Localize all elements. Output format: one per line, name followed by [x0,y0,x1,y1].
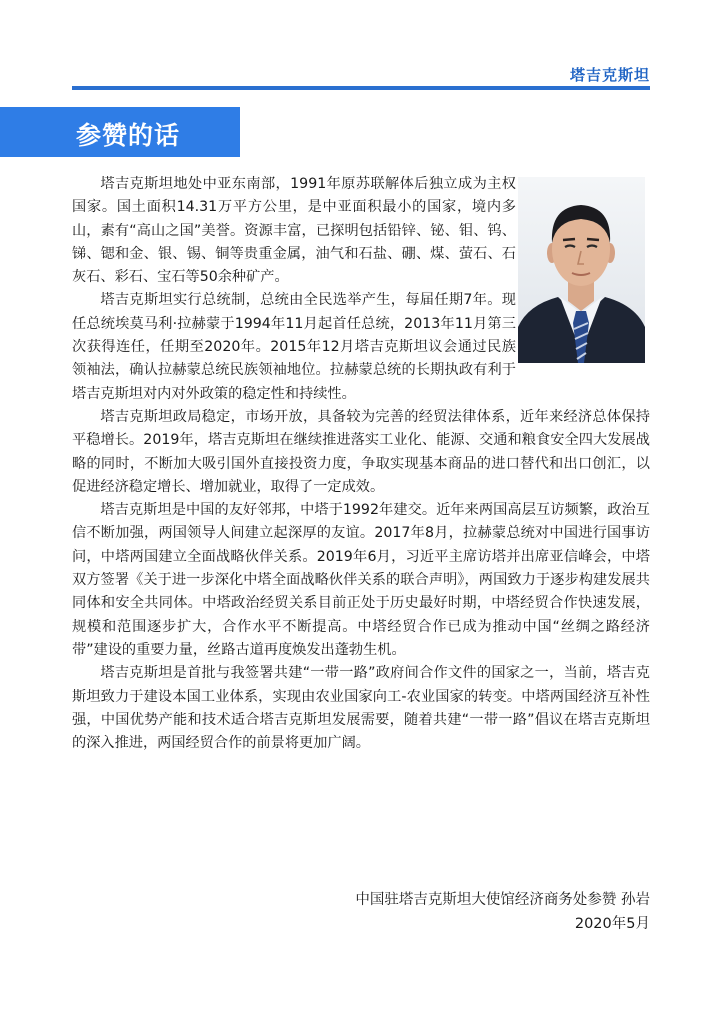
paragraph-1: 塔吉克斯坦地处中亚东南部，1991年原苏联解体后独立成为主权国家。国土面积14.31万平方公里，是中亚面积最小的国家，境内多山，素有“高山之国”美誉。资源丰富，已探明包括铅锌、铋、钼、钨、锑、锶和金、银、锡、铜等贵重金属，油气和石盐、硼、煤、萤石、石灰石、彩石、宝石等50余种矿产。 [72,176,516,286]
signature-date: 2020年5月 [574,916,650,932]
header-rule [72,86,650,90]
paragraph-2: 塔吉克斯坦实行总统制，总统由全民选举产生，每届任期7年。现任总统埃莫马利·拉赫蒙于1994年11月起首任总统，2013年11月第三次获得连任，任期至2020年。2015年12月塔吉克斯坦议会通过民族领袖法，确认拉赫蒙总统民族领袖地位。拉赫蒙总统的长期执政有利于塔吉克斯坦对内对外政策的稳定性和持续性。 [72,292,516,402]
running-header-title: 塔吉克斯坦 [569,66,650,84]
section-title: 参赞的话 [76,121,181,150]
article-body [72,173,650,755]
paragraph-5: 塔吉克斯坦是首批与我签署共建“一带一路”政府间合作文件的国家之一，当前，塔吉克斯坦致力于建设本国工业体系，实现由农业国家向工-农业国家的转变。中塔两国经济互补性强，中国优势产能和技术适合塔吉克斯坦发展需要，随着共建“一带一路”倡议在塔吉克斯坦的深入推进，两国经贸合作的前景将更加广阔。 [72,665,650,752]
portrait-spacer [516,177,650,361]
signature-author: 中国驻塔吉克斯坦大使馆经济商务处参赞 孙岩 [355,892,650,908]
signature-block [355,888,650,936]
paragraph-3: 塔吉克斯坦政局稳定，市场开放，具备较为完善的经贸法律体系，近年来经济总体保持平稳增长。2019年，塔吉克斯坦在继续推进落实工业化、能源、交通和粮食安全四大发展战略的同时，不断加大吸引国外直接投资力度，争取实现基本商品的进口替代和出口创汇，以促进经济稳定增长、增加就业，取得了一定成效。 [72,408,650,495]
paragraph-4: 塔吉克斯坦是中国的友好邻邦，中塔于1992年建交。近年来两国高层互访频繁，政治互信不断加强，两国领导人间建立起深厚的友谊。2017年8月，拉赫蒙总统对中国进行国事访问，中塔两国建立全面战略伙伴关系。2019年6月，习近平主席访塔并出席亚信峰会，中塔双方签署《关于进一步深化中塔全面战略伙伴关系的联合声明》，两国致力于逐步构建发展共同体和安全共同体。中塔政治经贸关系目前正处于历史最好时期，中塔经贸合作快速发展，规模和范围逐步扩大，合作水平不断提高。中塔经贸合作已成为推动中国“丝绸之路经济带”建设的重要力量，丝路古道再度焕发出蓬勃生机。 [72,502,650,658]
